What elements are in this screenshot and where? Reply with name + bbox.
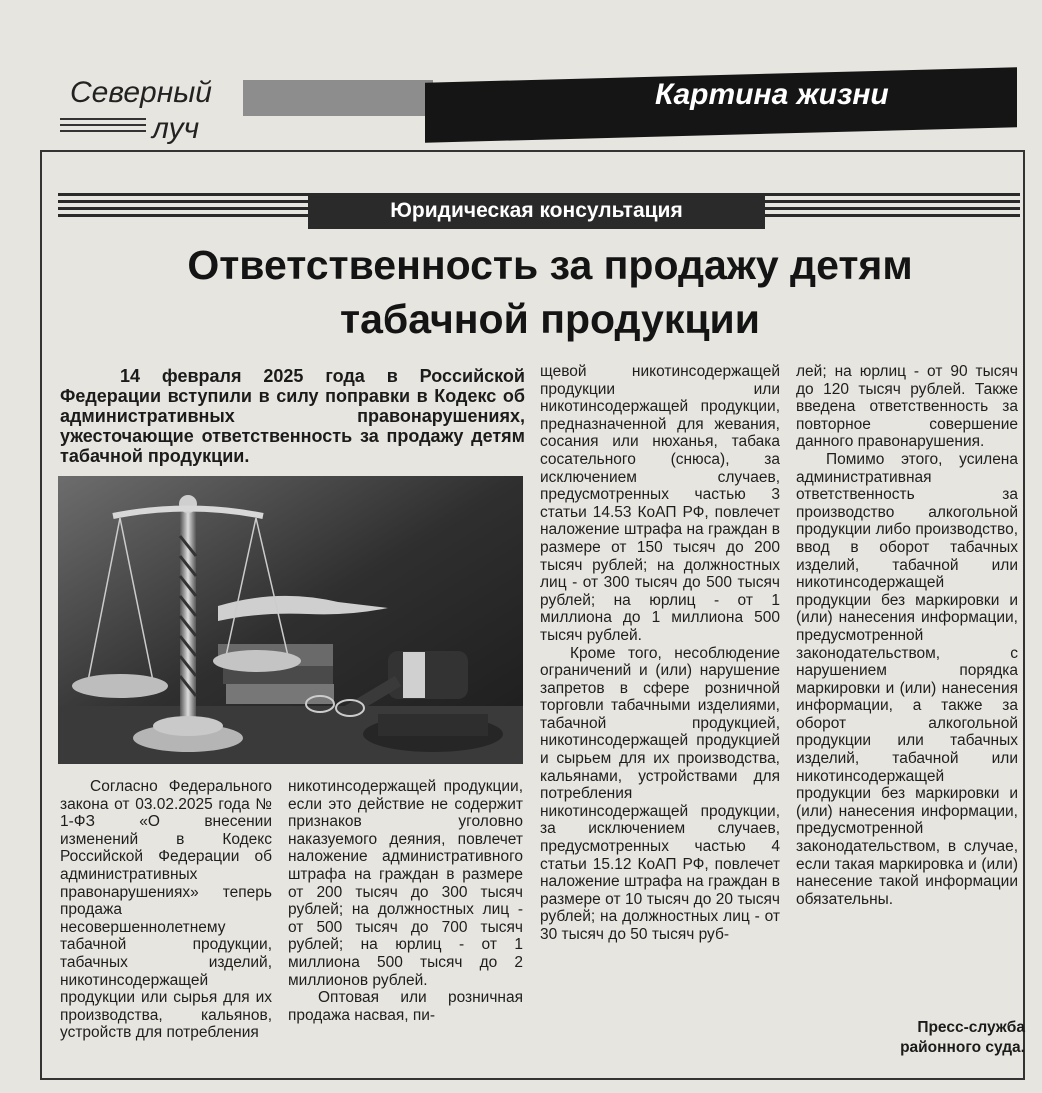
section-title: Картина жизни (655, 78, 889, 111)
headline-line-2: табачной продукции (340, 296, 760, 342)
paragraph: лей; на юрлиц - от 90 тысяч до 120 тысяч рублей. Также введена ответственность за повторное совершение данного правонарушения. (796, 363, 1018, 451)
scales-of-justice-photo (58, 476, 523, 764)
rubric-rules-right (765, 193, 1020, 223)
paragraph: Кроме того, несоблюдение ограничений и (или) нарушение запретов в сфере розничной торговли табачными изделиями, табачной продукцией, никотинсодержащей продукцией и сырьем для их производства, кальянами, устройствами для потребления никотинсодержащей продукции, за исключением случаев, предусмотренных частью 4 статьи 15.12 КоАП РФ, повлечет наложение штрафа на граждан в размере от 10 тысяч до 20 тысяч рублей; на должностных лиц - от 30 тысяч до 50 тысяч руб- (540, 644, 780, 943)
section-band-light (243, 80, 433, 116)
logo-word-1: Северный (70, 76, 212, 109)
article-column-2 (288, 778, 523, 1024)
paragraph: Оптовая или розничная продажа насвая, пи- (288, 989, 523, 1024)
logo-word-2: луч (152, 112, 200, 145)
headline-line-1: Ответственность за продажу детям (187, 242, 913, 288)
article-column-1 (60, 778, 272, 1042)
paragraph: Согласно Федерального закона от 03.02.2025 года № 1-ФЗ «О внесении изменений в Кодекс Российской Федерации об административных правонарушениях» теперь продажа несовершеннолетнему табачной продукции, табачных изделий, никотинсодержащей продукции или сырья для их производства, кальянов, устройств для потребления (60, 778, 272, 1042)
rubric-rules-left (58, 193, 308, 223)
signature-line-1: Пресс-служба (917, 1019, 1025, 1036)
article-lead: 14 февраля 2025 года в Российской Федерации вступили в силу поправки в Кодекс об административных правонарушениях, ужесточающие ответственность за продажу детям табачной продукции. (60, 366, 525, 466)
paragraph: никотинсодержащей продукции, если это действие не содержит признаков уголовно наказуемого деяния, повлечет наложение административного штрафа на граждан в размере от 200 тысяч до 300 тысяч рублей; на должностных лиц - от 500 тысяч до 700 тысяч рублей; на юрлиц - от 1 миллиона 500 тысяч до 2 миллионов рублей. (288, 778, 523, 989)
logo-rules (60, 118, 146, 136)
signature-line-2: районного суда. (900, 1039, 1025, 1056)
article-signature (850, 1018, 1025, 1058)
article-column-4 (796, 363, 1018, 908)
rubric-label: Юридическая консультация (308, 193, 765, 229)
paragraph: щевой никотинсодержащей продукции или никотинсодержащей продукции, предназначенной для жевания, сосания или нюханья, табака сосательного (снюса), за исключением случаев, предусмотренных частью 3 статьи 14.53 КоАП РФ, повлечет наложение штрафа на граждан в размере от 150 тысяч до 200 тысяч рублей; на должностных лиц - от 300 тысяч до 500 тысяч рублей; на юрлиц - от 1 миллиона до 1 миллиона 500 тысяч рублей. (540, 363, 780, 644)
newspaper-logo (60, 76, 240, 146)
article-column-3 (540, 363, 780, 944)
paragraph: Помимо этого, усилена административная ответственность за производство алкогольной продукции либо производство, ввод в оборот табачных изделий, табачной или никотинсодержащей продукции без маркировки и (или) нанесения информации, предусмотренной законодательством, с нарушением порядка маркировки и (или) нанесения информации, а также за оборот алкогольной продукции или табачных изделий, табачной или никотинсодержащей продукции без маркировки и (или) нанесения информации, предусмотренной законодательством, в случае, если такая маркировка и (или) нанесение такой информации обязательны. (796, 450, 1018, 908)
article-headline (120, 238, 980, 346)
